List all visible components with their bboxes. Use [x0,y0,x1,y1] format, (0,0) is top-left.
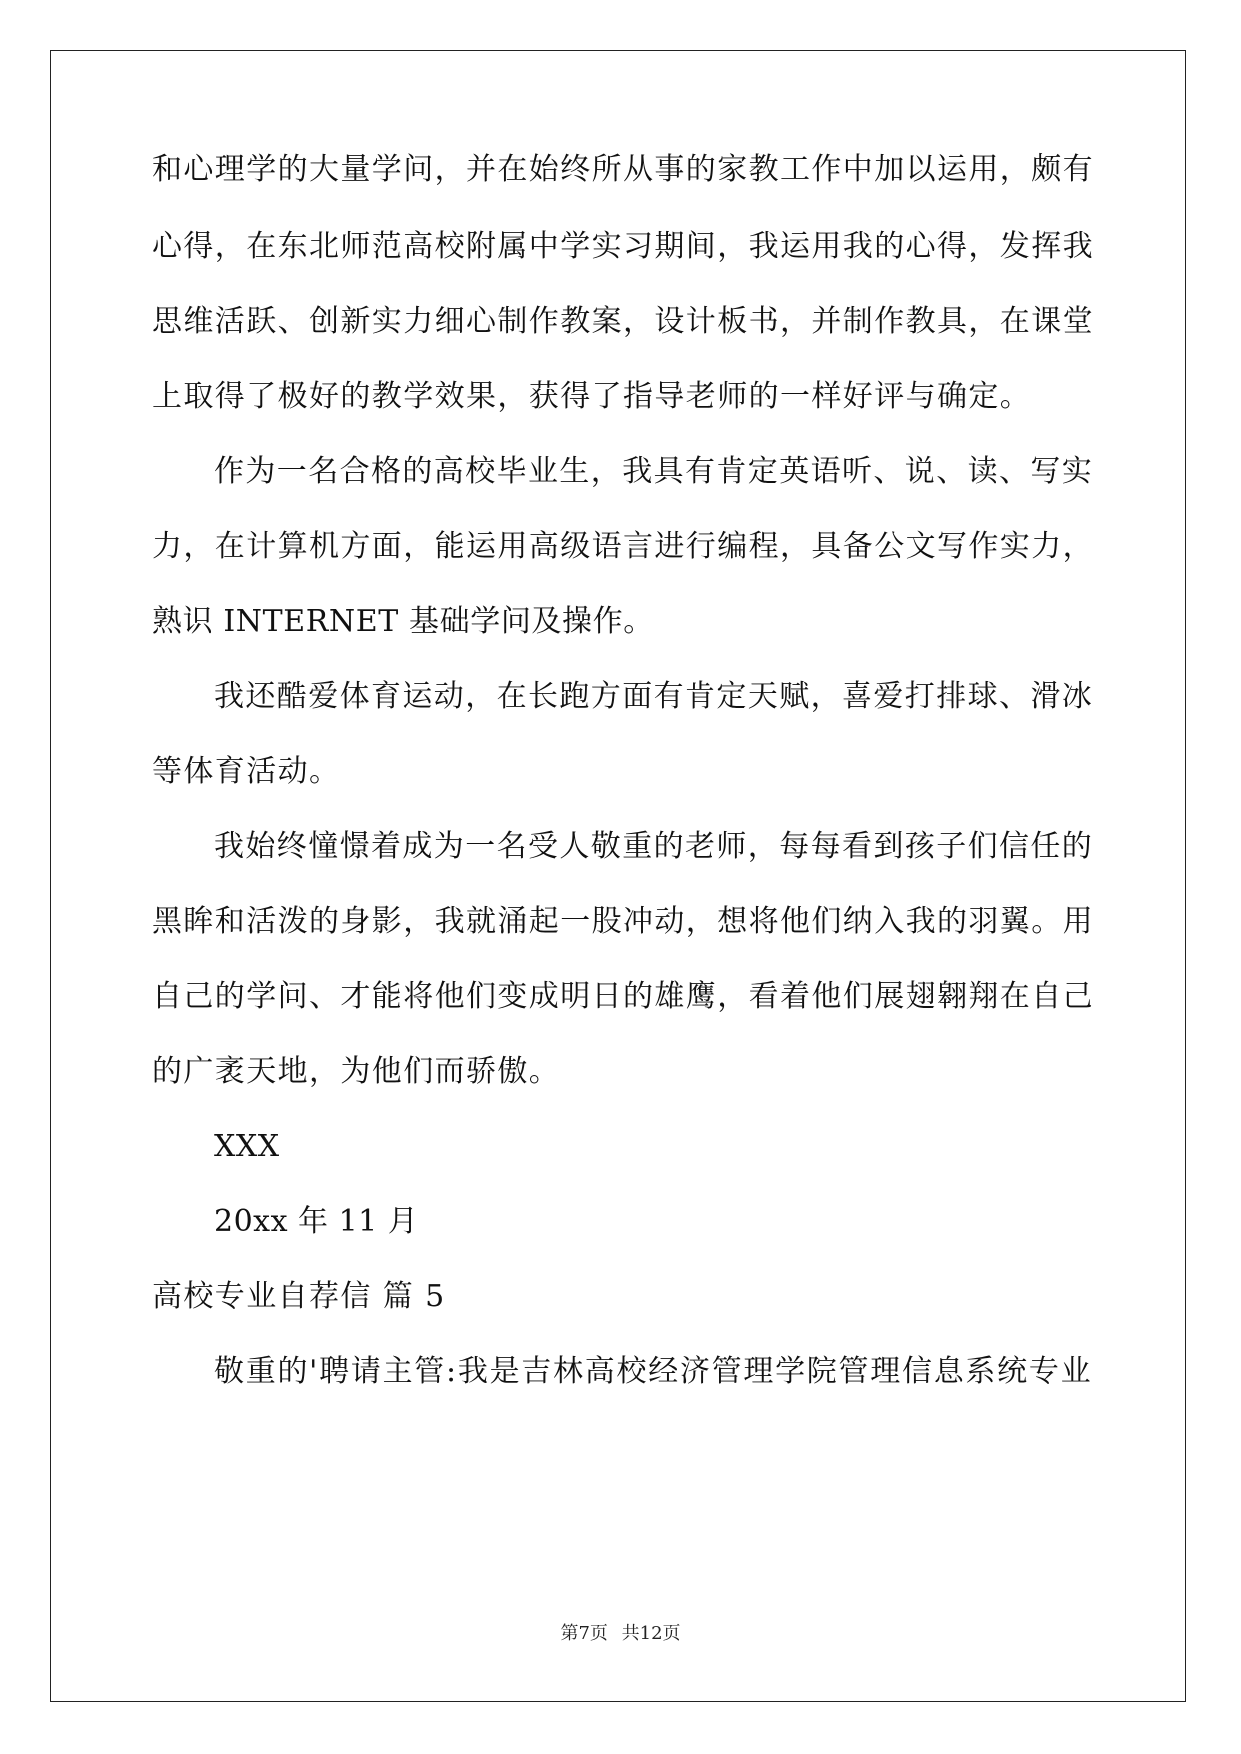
signature-date: 20xx 年 11 月 [214,1204,419,1239]
text-line: 心得，在东北师范高校附属中学实习期间，我运用我的心得，发挥我 [152,229,1094,264]
section-heading: 高校专业自荐信 篇 5 [152,1279,446,1314]
text-line: 和心理学的大量学问，并在始终所从事的家教工作中加以运用，颇有 [152,152,1094,187]
text-line: 自己的学问、才能将他们变成明日的雄鹰，看着他们展翅翱翔在自己 [152,979,1094,1014]
paragraph-first-line: 敬重的'聘请主管:我是吉林高校经济管理学院管理信息系统专业 [214,1354,1092,1389]
page-border [50,50,1186,1702]
text-line: 等体育活动。 [152,754,341,789]
text-line: 思维活跃、创新实力细心制作教案，设计板书，并制作教具，在课堂 [152,304,1094,339]
paragraph-first-line: 我还酷爱体育运动，在长跑方面有肯定天赋，喜爱打排球、滑冰 [214,679,1094,714]
text-line: 黑眸和活泼的身影，我就涌起一股冲动，想将他们纳入我的羽翼。用 [152,904,1094,939]
page-total: 共12页 [621,1623,681,1644]
paragraph-first-line: 我始终憧憬着成为一名受人敬重的老师，每每看到孩子们信任的 [214,829,1094,864]
paragraph-first-line: 作为一名合格的高校毕业生，我具有肯定英语听、说、读、写实 [214,454,1094,489]
signature-name: XXX [214,1129,280,1164]
page-current: 第7页 [560,1623,608,1644]
text-line: 的广袤天地，为他们而骄傲。 [152,1054,561,1089]
text-line: 上取得了极好的教学效果，获得了指导老师的一样好评与确定。 [152,379,1032,414]
text-line: 熟识 INTERNET 基础学问及操作。 [152,604,654,639]
text-line: 力，在计算机方面，能运用高级语言进行编程，具备公文写作实力， [152,529,1094,564]
page-footer [0,1622,1241,1646]
